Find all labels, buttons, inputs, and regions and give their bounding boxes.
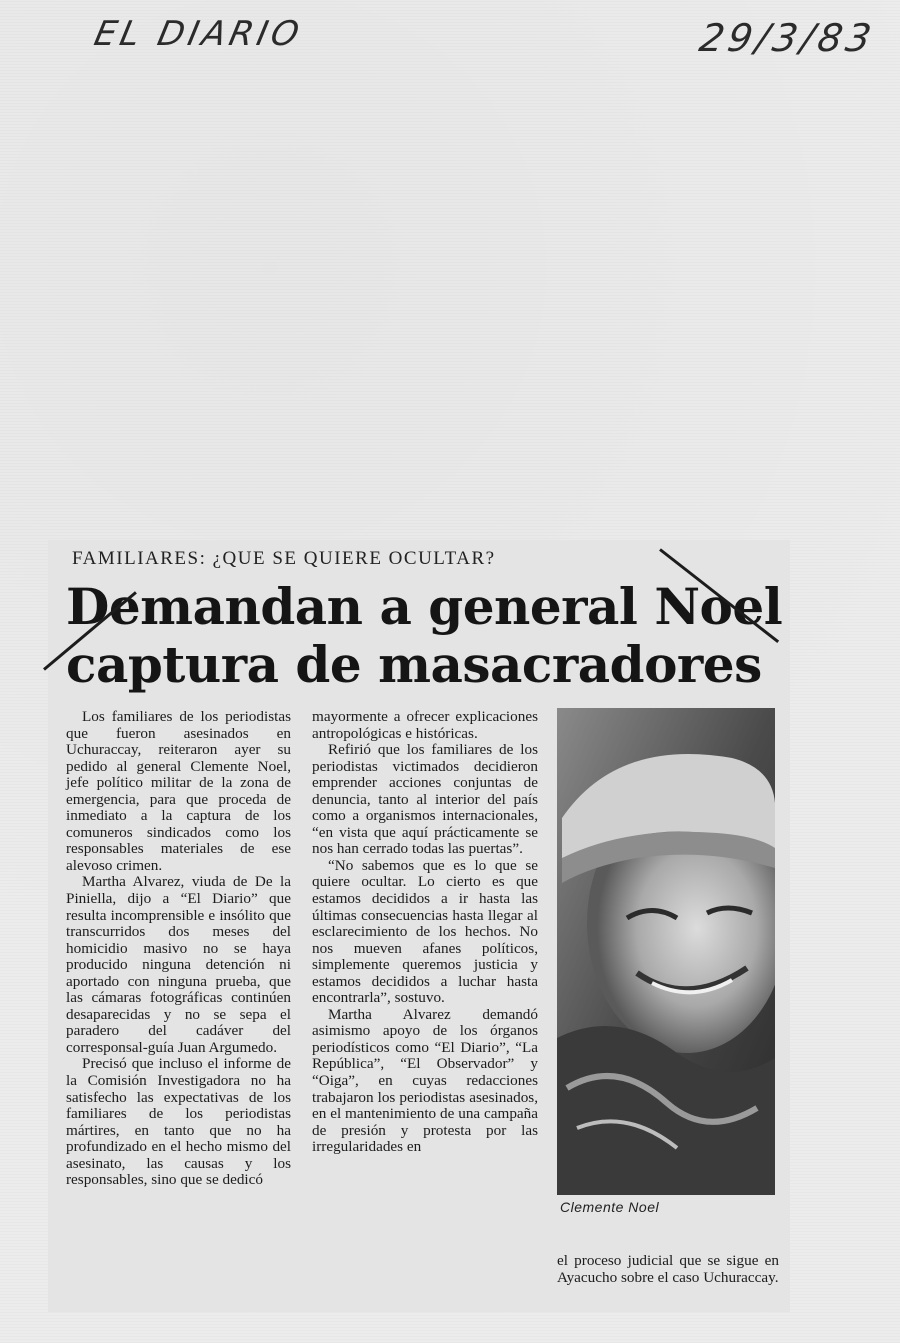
paragraph: Los familiares de los periodistas que fueron asesinados en Uchuraccay, reiteraron ayer su pedido al general Clemente Noel, jefe político militar de la zona de emergencia, para que proceda de inmediato a la captura de los comuneros sindicados como los responsables materiales de ese alevoso crimen. bbox=[66, 708, 291, 874]
paragraph: mayormente a ofrecer explicaciones antropológicas e históricas. bbox=[312, 708, 538, 742]
portrait-illustration bbox=[557, 708, 775, 1195]
paragraph: “No sabemos que es lo que se quiere ocultar. Lo cierto es que estamos decididos a ir hasta las últimas consecuencias hasta llegar al esclarecimiento de los hechos. No nos mueven afanes políticos, simplemente queremos justicia y estamos decididos a luchar hasta encontrarla”, sostuvo. bbox=[312, 856, 538, 1007]
article-column-3 bbox=[557, 1253, 779, 1286]
paragraph: Martha Alvarez demandó asimismo apoyo de los órganos periodísticos como “El Diario”, “La República”, “El Observador” y “Oiga”, en cuyas redacciones trabajaron los periodistas asesinados, en el mantenimiento de una campaña de presión y protesta por las irregularidades en bbox=[312, 1005, 538, 1156]
handwritten-date: 29/3/83 bbox=[696, 16, 879, 60]
article-column-1 bbox=[66, 709, 291, 1189]
paragraph: el proceso judicial que se sigue en Ayacucho sobre el caso Uchuraccay. bbox=[557, 1252, 779, 1286]
headline-line-1: Demandan a general Noel bbox=[66, 577, 783, 636]
article-headline bbox=[66, 578, 796, 694]
paragraph: Refirió que los familiares de los periodistas victimados decidieron emprender acciones conjuntas de denuncia, tanto al interior del país como a organismos internacionales, “en vista que aquí prácticamente se nos han cerrado todas las puertas”. bbox=[312, 741, 538, 858]
paragraph: Martha Alvarez, viuda de De la Piniella, dijo a “El Diario” que resulta incomprensible e insólito que transcurridos dos meses del homicidio masivo no se haya producido ninguna detención ni aportado con ninguna prueba, que las cámaras fotográficas continúen desaparecidas y no se sepa el paradero del cadáver del corresponsal-guía Juan Argumedo. bbox=[66, 873, 291, 1056]
article-kicker: FAMILIARES: ¿QUE SE QUIERE OCULTAR? bbox=[72, 548, 496, 569]
portrait-photo bbox=[557, 708, 775, 1195]
photo-caption: Clemente Noel bbox=[560, 1199, 660, 1215]
handwritten-newspaper-name: EL DIARIO bbox=[90, 14, 307, 54]
paragraph: Precisó que incluso el informe de la Comisión Investigadora no ha satisfecho las expectativas de los familiares de los periodistas mártires, en tanto que no ha profundizado en el hecho mismo del asesinato, las causas y los responsables, sino que se dedicó bbox=[66, 1055, 291, 1189]
headline-line-2: captura de masacradores bbox=[66, 635, 762, 694]
article-column-2 bbox=[312, 709, 538, 1156]
